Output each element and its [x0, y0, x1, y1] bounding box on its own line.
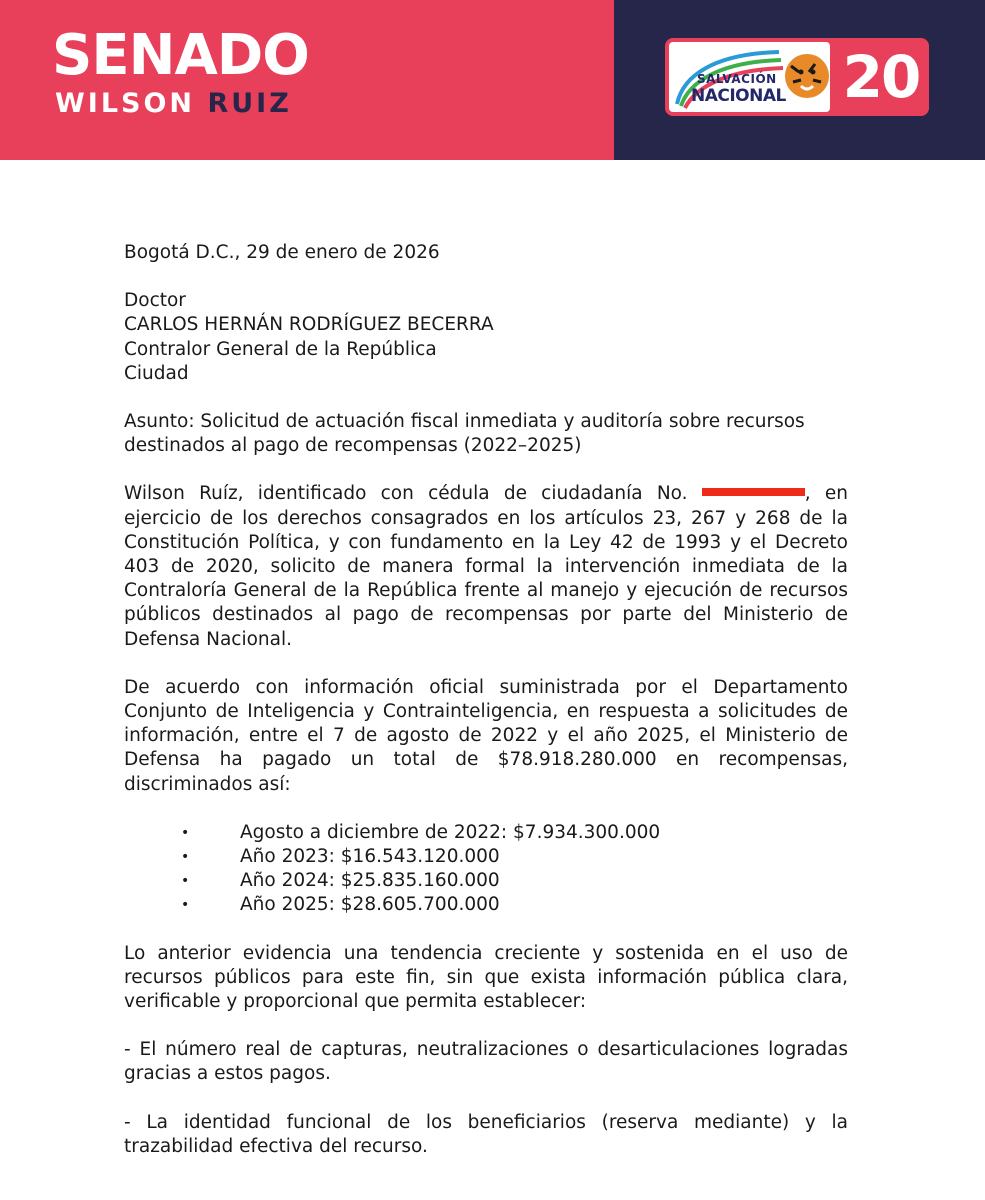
recipient-city: Ciudad — [124, 362, 189, 384]
point-beneficiaries: - La identidad funcional de los beneficiarios (reserva mediante) y la trazabilidad efectiva del recurso. — [124, 1111, 848, 1157]
redacted-id-number — [702, 488, 805, 496]
payments-list — [124, 821, 848, 918]
recipient-position: Contralor General de la República — [124, 338, 437, 360]
recipient-name: CARLOS HERNÁN RODRÍGUEZ BECERRA — [124, 314, 494, 336]
list-number: 20 — [842, 43, 920, 111]
paragraph-request-start: Wilson Ruíz, identificado con cédula de ciudadanía No. — [124, 483, 688, 505]
bullet: • — [181, 897, 190, 914]
recipient-salutation: Doctor — [124, 290, 186, 312]
chamber-title: SENADO — [52, 23, 309, 88]
bullet: • — [181, 873, 190, 890]
point-captures: - El número real de capturas, neutralizaciones o desarticulaciones logradas gracias a estos pagos. — [124, 1039, 848, 1085]
bullet: • — [181, 824, 190, 841]
subject-line: Asunto: Solicitud de actuación fiscal inmediata y auditoría sobre recursos destinados al pago de recompensas (2022–2025) — [124, 411, 805, 457]
list-item — [124, 845, 848, 869]
letter-body — [124, 241, 848, 1159]
party-name-line2: NACIONAL — [691, 86, 786, 106]
paragraph-payments: De acuerdo con información oficial suministrada por el Departamento Conjunto de Inteligencia y Contrainteligencia, en respuesta a solicitudes de información, entre el 7 de agosto de 2022 y el año 2025, el Ministerio de Defensa ha pagado un total de $78.918.280.000 en recompensas, discriminados así: — [124, 676, 848, 795]
payment-text: Año 2024: $25.835.160.000 — [240, 870, 500, 892]
tiger-icon — [785, 54, 829, 98]
payment-text: Año 2025: $28.605.700.000 — [240, 894, 500, 916]
list-item — [124, 893, 848, 917]
candidate-last-name: RUIZ — [207, 88, 292, 119]
place-date: Bogotá D.C., 29 de enero de 2026 — [124, 242, 440, 263]
candidate-first-name: WILSON — [55, 88, 196, 119]
paragraph-request-end: , en ejercicio de los derechos consagrados en los artículos 23, 267 y 268 de la Constitución Política, y con fundamento en la Ley 42 de 1993 y el Decreto 403 de 2020, solicito de manera formal la intervención inmediata de la Contraloría General de la República frente al manejo y ejecución de recursos públicos destinados al pago de recompensas por parte del Ministerio de Defensa Nacional. — [124, 483, 849, 650]
party-logo — [669, 42, 830, 112]
party-name-line1: SALVACIÓN — [697, 72, 777, 86]
payment-text: Año 2023: $16.543.120.000 — [240, 846, 500, 868]
candidate-name — [55, 90, 292, 117]
list-item — [124, 821, 848, 845]
payment-text: Agosto a diciembre de 2022: $7.934.300.000 — [240, 821, 661, 843]
bullet: • — [181, 849, 190, 866]
header-red-band — [0, 0, 614, 160]
paragraph-concern: Lo anterior evidencia una tendencia creciente y sostenida en el uso de recursos públicos para este fin, sin que exista información pública clara, verificable y proporcional que permita establecer: — [124, 942, 848, 1013]
paragraph-request — [124, 482, 848, 651]
list-item — [124, 869, 848, 893]
party-badge — [665, 38, 929, 116]
